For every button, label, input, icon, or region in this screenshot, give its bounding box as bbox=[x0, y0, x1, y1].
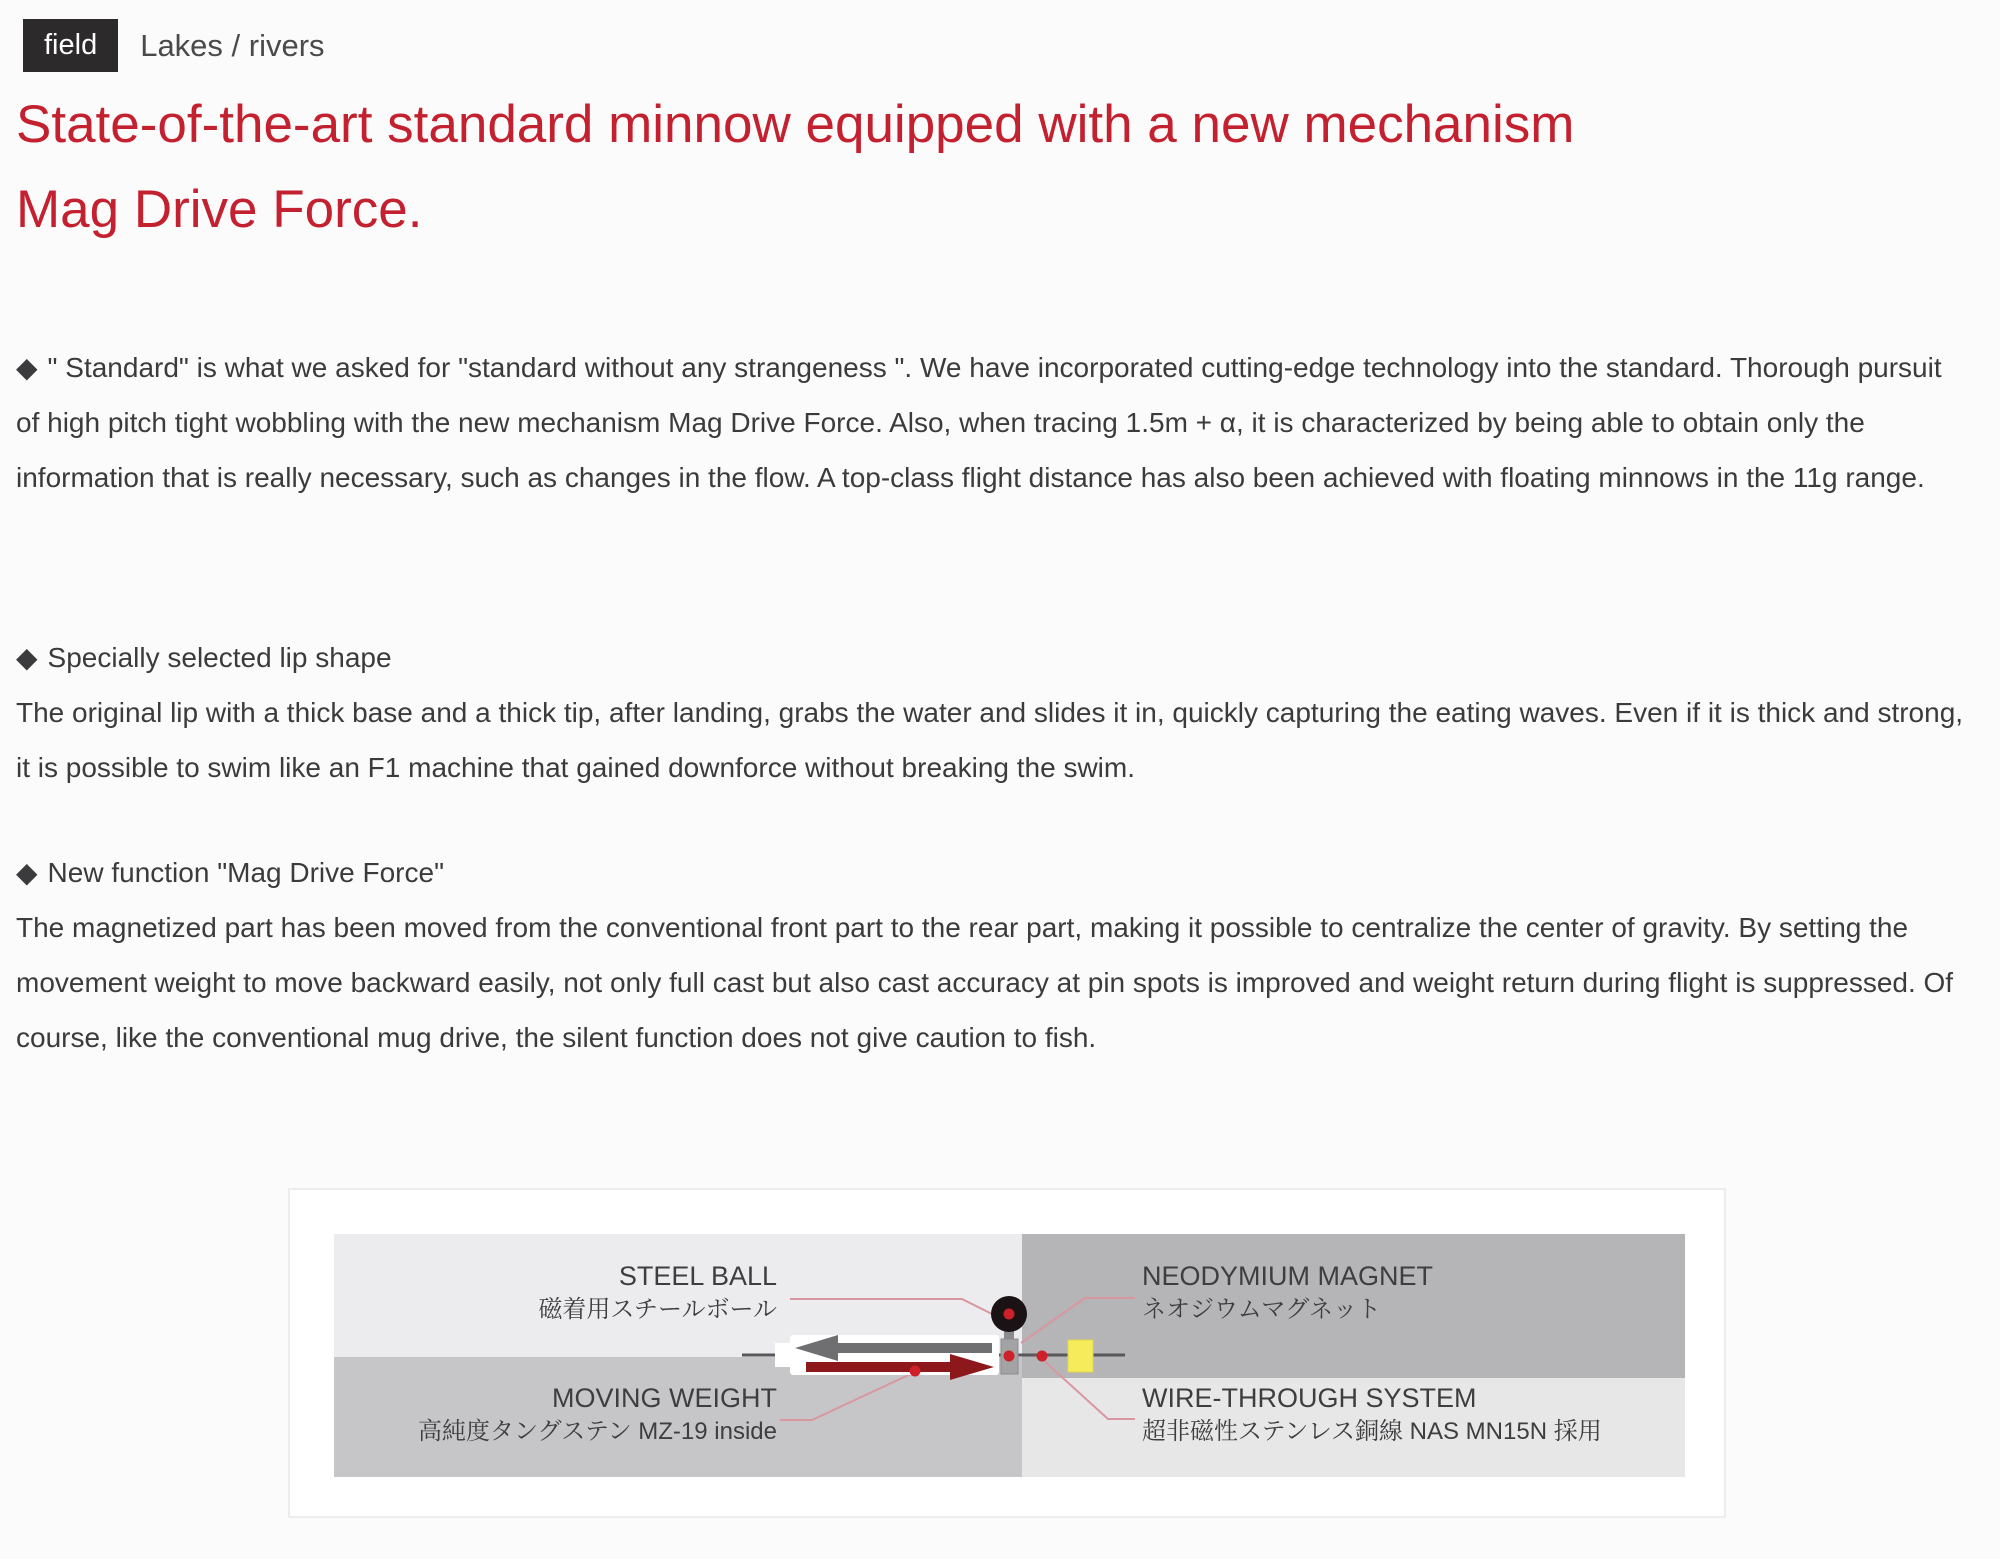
page-title bbox=[16, 82, 1574, 252]
section-mag-drive-heading: New function "Mag Drive Force" bbox=[47, 857, 445, 888]
section-lip-shape-heading: Specially selected lip shape bbox=[47, 642, 392, 673]
diamond-bullet: ◆ bbox=[16, 642, 38, 673]
label-wire-through-jp: 超非磁性ステンレス銅線 NAS MN15N 採用 bbox=[1142, 1418, 1602, 1445]
section-lip-shape-body: The original lip with a thick base and a thick tip, after landing, grabs the water and slides it in, quickly capturing the eating waves. Even if it is thick and strong, it is possible to swim like an F1 machine that gained downforce without breaking the swim. bbox=[16, 697, 1964, 783]
label-neodymium-magnet-en: NEODYMIUM MAGNET bbox=[1142, 1261, 1434, 1291]
section-lip-shape bbox=[16, 630, 1968, 795]
label-steel-ball-en: STEEL BALL bbox=[618, 1261, 777, 1291]
marker-dot-magnet bbox=[1004, 1351, 1015, 1362]
page-title-line1: State-of-the-art standard minnow equipped with a new mechanism bbox=[16, 95, 1575, 154]
field-header-row bbox=[23, 19, 325, 72]
section-standard bbox=[16, 340, 1968, 505]
diamond-bullet: ◆ bbox=[16, 352, 38, 383]
diamond-bullet: ◆ bbox=[16, 857, 38, 888]
field-badge: field bbox=[23, 19, 118, 72]
label-wire-through bbox=[1142, 1382, 1602, 1448]
section-mag-drive-body: The magnetized part has been moved from the conventional front part to the rear part, making it possible to centralize the center of gravity. By setting the movement weight to move backward easily, not only full cast but also cast accuracy at pin spots is improved and weight return during flight is suppressed. Of course, like the conventional mug drive, the silent function does not give caution to fish. bbox=[16, 912, 1954, 1053]
label-moving-weight bbox=[334, 1382, 777, 1448]
mechanism-diagram-graphic bbox=[290, 1190, 1724, 1516]
section-mag-drive bbox=[16, 845, 1968, 1065]
marker-dot-moving-weight bbox=[910, 1366, 921, 1377]
field-value: Lakes / rivers bbox=[140, 27, 325, 63]
leader-line-neodymium-magnet bbox=[1021, 1298, 1135, 1343]
label-wire-through-en: WIRE-THROUGH SYSTEM bbox=[1142, 1383, 1477, 1413]
label-moving-weight-en: MOVING WEIGHT bbox=[552, 1383, 777, 1413]
label-steel-ball-jp: 磁着用スチールボール bbox=[538, 1296, 777, 1323]
section-standard-body: " Standard" is what we asked for "standard without any strangeness ". We have incorporated cutting-edge technology into the standard. Thorough pursuit of high pitch tight wobbling with the new mechanism Mag Drive Force. Also, when tracing 1.5m + α, it is characterized by being able to obtain only the information that is really necessary, such as changes in the flow. A top-class flight distance has also been achieved with floating minnows in the 11g range. bbox=[16, 352, 1942, 493]
marker-dot-wire bbox=[1037, 1351, 1048, 1362]
label-steel-ball bbox=[334, 1260, 777, 1326]
wire-stopper bbox=[1068, 1340, 1093, 1372]
label-neodymium-magnet-jp: ネオジウムマグネット bbox=[1142, 1296, 1382, 1323]
mechanism-diagram bbox=[288, 1188, 1726, 1518]
label-neodymium-magnet bbox=[1142, 1260, 1433, 1326]
leader-line-steel-ball bbox=[790, 1299, 992, 1314]
leader-line-moving-weight bbox=[780, 1372, 915, 1420]
label-moving-weight-jp: 高純度タングステン MZ-19 inside bbox=[418, 1418, 777, 1445]
page-title-line2: Mag Drive Force. bbox=[16, 180, 423, 239]
marker-dot-steel-ball bbox=[1004, 1309, 1015, 1320]
